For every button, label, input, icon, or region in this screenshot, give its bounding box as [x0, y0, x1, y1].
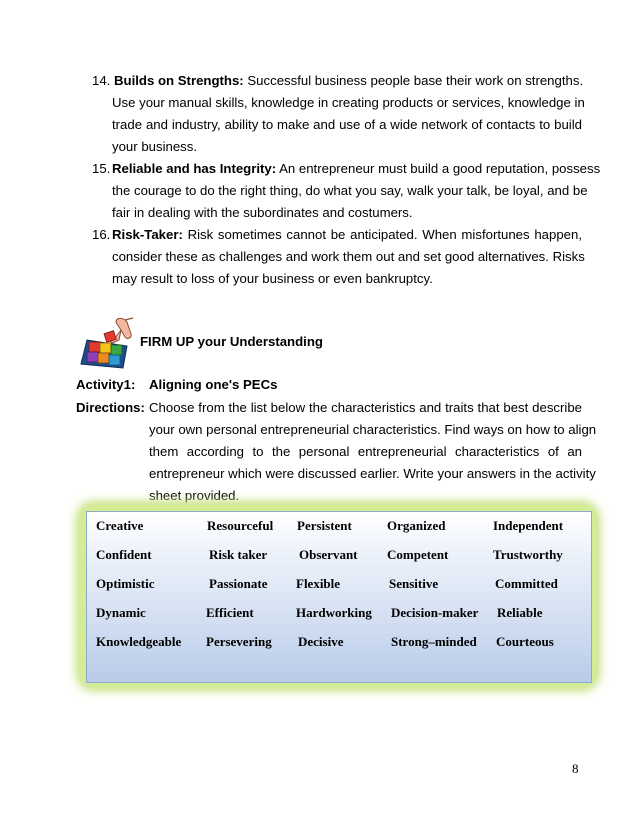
directions-line: Choose from the list below the characteristics and traits that best describe [149, 400, 582, 415]
trait-item: Passionate [209, 576, 268, 591]
trait-item: Decisive [298, 634, 344, 649]
trait-item: Trustworthy [493, 547, 563, 562]
trait-item: Hardworking [296, 605, 372, 620]
puzzle-hand-icon [77, 316, 135, 370]
trait-item: Persistent [297, 518, 352, 533]
trait-item: Decision-maker [391, 605, 479, 620]
item-heading: Risk-Taker: [112, 227, 183, 242]
trait-item: Confident [96, 547, 152, 562]
trait-item: Courteous [496, 634, 554, 649]
activity-label: Activity1: [76, 377, 136, 392]
directions-line: them according to the personal entrepreneurial characteristics of an [149, 444, 582, 459]
item-line: An entrepreneur must build a good reputation, possess [279, 161, 601, 176]
item-number: 14. [92, 73, 111, 88]
item-line: Risk sometimes cannot be anticipated. When misfortunes happen, [187, 227, 582, 242]
trait-item: Reliable [497, 605, 543, 620]
trait-item: Observant [299, 547, 358, 562]
item-line: consider these as challenges and work them out and set good alternatives. Risks [112, 249, 585, 264]
directions-line: sheet provided. [149, 488, 240, 503]
trait-item: Organized [387, 518, 446, 533]
item-number: 15. [92, 161, 111, 176]
trait-item: Efficient [206, 605, 254, 620]
trait-item: Persevering [206, 634, 272, 649]
item-line: Successful business people base their work on strengths. [247, 73, 584, 88]
activity-heading [76, 375, 277, 395]
trait-item: Flexible [296, 576, 341, 591]
trait-item: Committed [495, 576, 558, 591]
trait-item: Independent [493, 518, 564, 533]
trait-item: Creative [96, 518, 144, 533]
traits-box [86, 511, 592, 683]
trait-item: Strong–minded [391, 634, 477, 649]
item-heading: Reliable and has Integrity: [112, 161, 277, 176]
trait-item: Competent [387, 547, 449, 562]
item-heading: Builds on Strengths: [114, 73, 244, 88]
trait-item: Resourceful [207, 518, 274, 533]
list-item-14 [92, 70, 585, 158]
item-number: 16. [92, 227, 111, 242]
list-item-15 [92, 158, 601, 224]
item-line: may result to loss of your business or even bankruptcy. [112, 271, 433, 286]
list-item-16 [92, 224, 585, 290]
directions-text [149, 397, 597, 507]
directions-line: entrepreneur which were discussed earlier. Write your answers in the activity [149, 466, 596, 481]
directions-line: your own personal entrepreneurial characteristics. Find ways on how to align [149, 422, 597, 437]
page-number: 8 [572, 761, 579, 776]
item-line: your business. [112, 139, 198, 154]
item-line: the courage to do the right thing, do what you say, walk your talk, be loyal, and be [112, 183, 588, 198]
trait-item: Risk taker [209, 547, 268, 562]
trait-item: Sensitive [389, 576, 439, 591]
trait-item: Dynamic [96, 605, 146, 620]
activity-title: Aligning one's PECs [149, 377, 278, 392]
item-line: Use your manual skills, knowledge in creating products or services, knowledge in [112, 95, 585, 110]
item-line: fair in dealing with the subordinates and costumers. [112, 205, 413, 220]
directions-label: Directions: [76, 400, 145, 415]
item-line: trade and industry, ability to make and use of a wide network of contacts to build [112, 117, 582, 132]
trait-item: Optimistic [96, 576, 155, 591]
trait-item: Knowledgeable [96, 634, 182, 649]
section-title: FIRM UP your Understanding [140, 334, 323, 349]
